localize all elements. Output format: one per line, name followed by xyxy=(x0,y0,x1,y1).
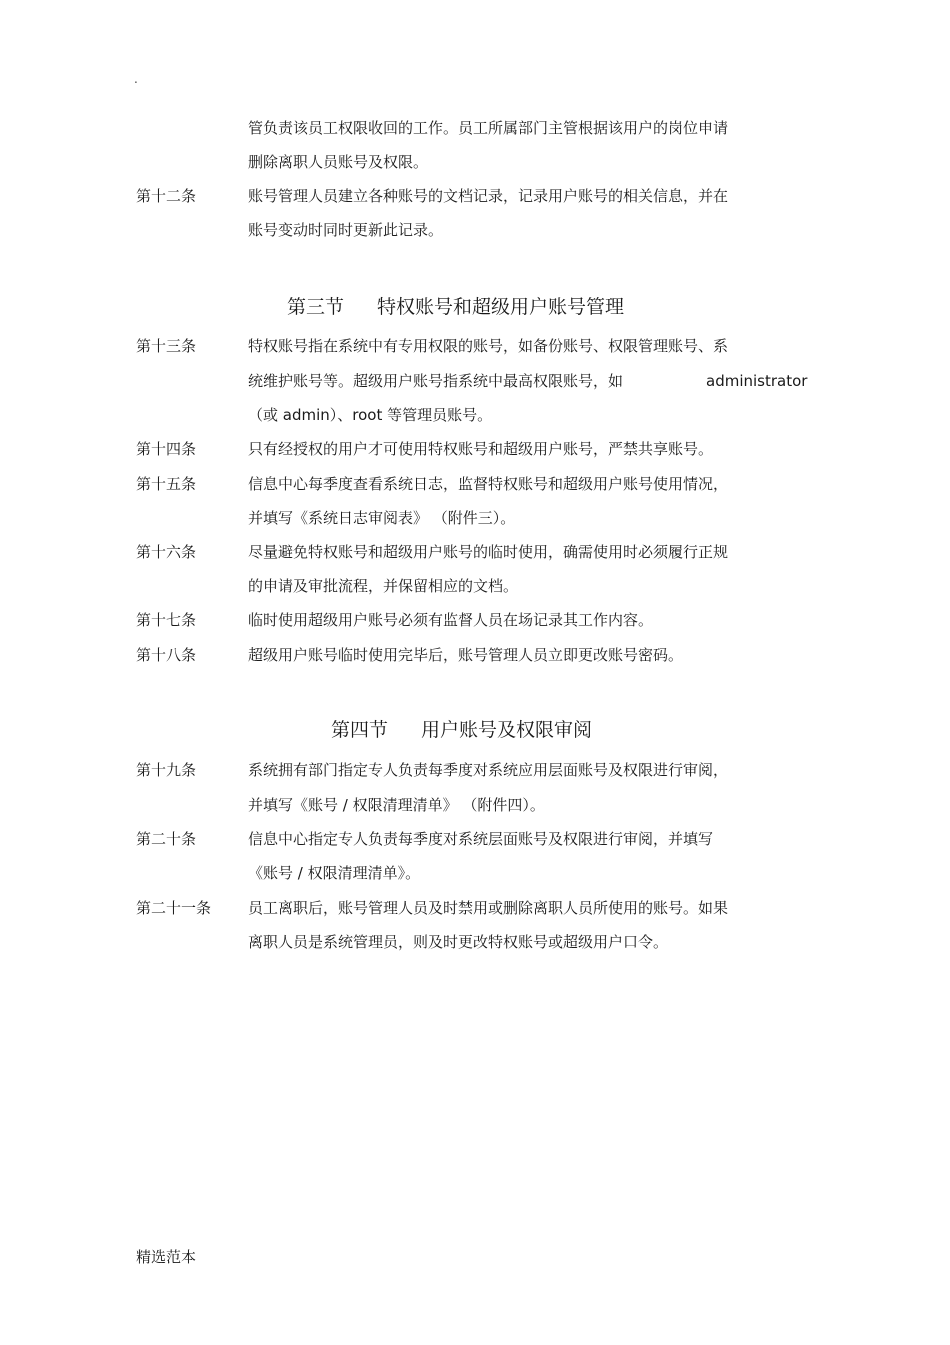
article-15-label: 第十五条 xyxy=(136,475,197,493)
article-18-text-1: 超级用户账号临时使用完毕后，账号管理人员立即更改账号密码。 xyxy=(248,646,684,664)
top-mark: . xyxy=(134,72,138,86)
article-15-text-2: 并填写《系统日志审阅表》 （附件三）。 xyxy=(248,509,516,527)
article-20-label: 第二十条 xyxy=(136,830,197,848)
continued-text-line-2: 删除离职人员账号及权限。 xyxy=(248,153,429,171)
article-17-label: 第十七条 xyxy=(136,611,197,629)
article-13-label: 第十三条 xyxy=(136,337,197,355)
article-14-text-1: 只有经授权的用户才可使用特权账号和超级用户账号，严禁共享账号。 xyxy=(248,440,714,458)
section-3-number: 第三节 xyxy=(287,296,345,318)
section-4-title: 用户账号及权限审阅 xyxy=(421,719,593,741)
article-18-label: 第十八条 xyxy=(136,646,197,664)
article-21-text-1: 员工离职后，账号管理人员及时禁用或删除离职人员所使用的账号。如果 xyxy=(248,899,729,917)
article-16-text-2: 的申请及审批流程，并保留相应的文档。 xyxy=(248,577,519,595)
article-19-text-1: 系统拥有部门指定专人负责每季度对系统应用层面账号及权限进行审阅， xyxy=(248,761,729,779)
article-13-text-3: （或 admin）、root 等管理员账号。 xyxy=(248,406,493,424)
article-13-term: administrator xyxy=(706,372,808,390)
article-21-label: 第二十一条 xyxy=(136,899,212,917)
article-19-text-2: 并填写《账号 / 权限清理清单》 （附件四）。 xyxy=(248,796,545,814)
continued-text-line-1: 管负责该员工权限收回的工作。员工所属部门主管根据该用户的岗位申请 xyxy=(248,119,729,137)
article-21-text-2: 离职人员是系统管理员，则及时更改特权账号或超级用户口令。 xyxy=(248,933,669,951)
article-12-text-1: 账号管理人员建立各种账号的文档记录，记录用户账号的相关信息，并在 xyxy=(248,187,729,205)
article-13-text-2: 统维护账号等。超级用户账号指系统中最高权限账号，如 xyxy=(248,372,624,390)
article-12-label: 第十二条 xyxy=(136,187,197,205)
article-13-text-1: 特权账号指在系统中有专用权限的账号，如备份账号、权限管理账号、系 xyxy=(248,337,729,355)
footer-text: 精选范本 xyxy=(136,1248,197,1266)
article-14-label: 第十四条 xyxy=(136,440,197,458)
article-20-text-1: 信息中心指定专人负责每季度对系统层面账号及权限进行审阅，并填写 xyxy=(248,830,714,848)
section-4-number: 第四节 xyxy=(331,719,389,741)
article-19-label: 第十九条 xyxy=(136,761,197,779)
article-17-text-1: 临时使用超级用户账号必须有监督人员在场记录其工作内容。 xyxy=(248,611,654,629)
article-15-text-1: 信息中心每季度查看系统日志，监督特权账号和超级用户账号使用情况， xyxy=(248,475,729,493)
article-12-text-2: 账号变动时同时更新此记录。 xyxy=(248,221,444,239)
section-3-title: 特权账号和超级用户账号管理 xyxy=(377,296,625,318)
article-16-text-1: 尽量避免特权账号和超级用户账号的临时使用，确需使用时必须履行正规 xyxy=(248,543,729,561)
article-16-label: 第十六条 xyxy=(136,543,197,561)
article-20-text-2: 《账号 / 权限清理清单》。 xyxy=(248,864,421,882)
